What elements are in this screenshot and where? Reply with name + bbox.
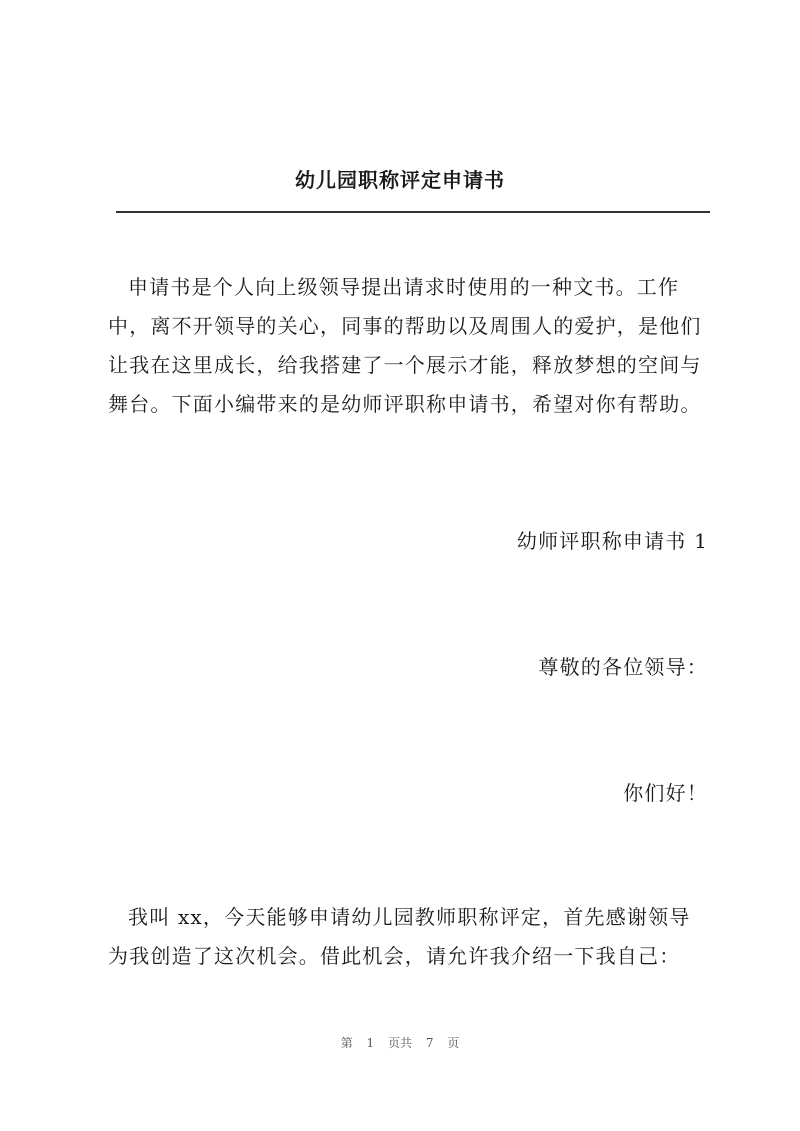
body-paragraph: [108, 898, 708, 976]
intro-line: 申请书是个人向上级领导提出请求时使用的一种文书。工作: [128, 275, 680, 299]
page-title: 幼儿园职称评定申请书: [295, 168, 505, 192]
body-line: 为我创造了这次机会。借此机会，请允许我介绍一下我自己：: [108, 944, 681, 968]
intro-line: 舞台。下面小编带来的是幼师评职称申请书，希望对你有帮助。: [108, 392, 702, 416]
intro-line: 让我在这里成长，给我搭建了一个展示才能，释放梦想的空间与: [108, 353, 702, 377]
body-line: 我叫 xx，今天能够申请幼儿园教师职称评定，首先感谢领导: [128, 905, 691, 929]
intro-line: 中，离不开领导的关心，同事的帮助以及周围人的爱护，是他们: [108, 314, 702, 338]
salutation: 尊敬的各位领导：: [538, 655, 708, 679]
title-underline: [116, 211, 710, 213]
greeting: 你们好！: [623, 781, 708, 805]
section-heading: 幼师评职称申请书 1: [516, 529, 708, 553]
page-number-footer: 第 1 页共 7 页: [340, 1036, 460, 1050]
intro-paragraph: [108, 268, 708, 424]
